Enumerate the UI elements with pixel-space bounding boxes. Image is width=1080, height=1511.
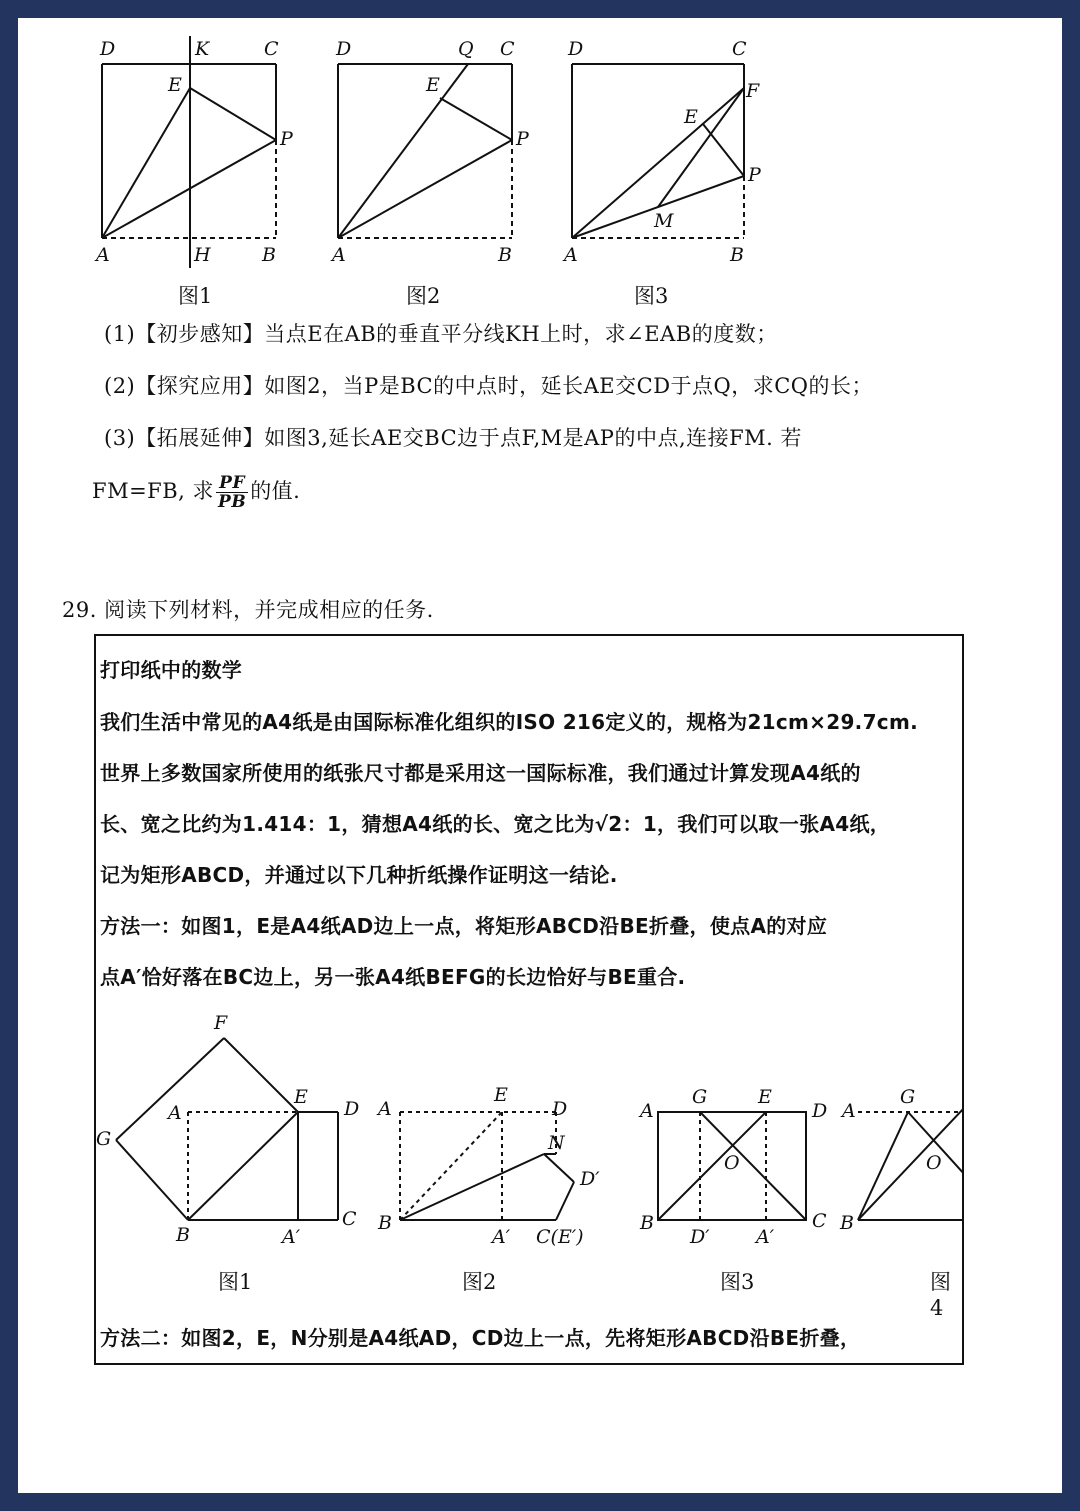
m-fig3-caption: 图3 <box>720 1270 755 1294</box>
question-3: (3)【拓展延伸】如图3,延长AE交BC边于点F,M是AP的中点,连接FM. 若 <box>104 426 803 450</box>
fig1-label-C: C <box>264 38 279 60</box>
m-fig4-caption: 图4 <box>930 1270 951 1320</box>
fig3-label-M: M <box>654 210 674 232</box>
fig3-label-P: P <box>748 164 761 186</box>
fig2-label-E: E <box>426 74 440 96</box>
fig3-label-F: F <box>746 80 760 102</box>
fig1-label-K: K <box>195 38 210 60</box>
m-fig3-label-A: A <box>640 1100 654 1122</box>
fig1-label-A: A <box>96 244 110 266</box>
m-fig1-label-F: F <box>214 1012 228 1034</box>
m-fig2-label-D: D <box>552 1098 568 1120</box>
m-fig2-label-D-prime: D′ <box>580 1168 600 1190</box>
m-fig2-label-A-prime: A′ <box>492 1226 511 1248</box>
question-1: (1)【初步感知】当点E在AB的垂直平分线KH上时，求∠EAB的度数； <box>104 322 778 346</box>
fig2-label-D: D <box>336 38 352 60</box>
m-fig1-label-A-prime: A′ <box>282 1226 301 1248</box>
box-line-7: 方法二：如图2，E，N分别是A4纸AD，CD边上一点，先将矩形ABCD沿BE折叠， <box>100 1326 861 1350</box>
exam-page <box>18 18 1062 1493</box>
fig2-label-P: P <box>516 128 529 150</box>
m-fig2-label-N: N <box>548 1132 565 1154</box>
q3-suffix: 的值. <box>250 479 301 503</box>
m-fig2-label-E: E <box>494 1084 508 1106</box>
m-fig1-label-C: C <box>342 1208 357 1230</box>
box-line-6: 点A′恰好落在BC边上，另一张A4纸BEFG的长边恰好与BE重合. <box>100 965 686 989</box>
fig1-label-P: P <box>280 128 293 150</box>
m-fig3-label-O: O <box>724 1152 740 1174</box>
box-line-1: 我们生活中常见的A4纸是由国际标准化组织的ISO 216定义的，规格为21cm×29.7cm. <box>100 710 918 734</box>
fig1-caption: 图1 <box>178 284 213 308</box>
fig2-label-C: C <box>500 38 515 60</box>
fig1-label-D: D <box>100 38 116 60</box>
fraction-numerator: PF <box>216 474 248 493</box>
m-fig2-label-C-E-prime: C(E′) <box>536 1226 584 1248</box>
m-fig3-label-G: G <box>692 1086 708 1108</box>
fig3-label-B: B <box>730 244 744 266</box>
fraction-denominator: PB <box>218 492 247 512</box>
m-fig1-caption: 图1 <box>218 1270 253 1294</box>
fraction-pf-pb <box>216 474 248 511</box>
fig2-label-Q: Q <box>458 38 474 60</box>
box-line-2: 世界上多数国家所使用的纸张尺寸都是采用这一国际标准，我们通过计算发现A4纸的 <box>100 761 861 785</box>
figure-3-top <box>18 18 1062 318</box>
fig1-label-H: H <box>194 244 211 266</box>
fig1-label-B: B <box>262 244 276 266</box>
box-line-4: 记为矩形ABCD，并通过以下几种折纸操作证明这一结论. <box>100 863 618 887</box>
m-fig1-label-E: E <box>294 1086 308 1108</box>
q3-condition: FM=FB, 求 <box>92 479 215 503</box>
m-fig3-label-D: D <box>812 1100 828 1122</box>
m-fig2-caption: 图2 <box>462 1270 497 1294</box>
m-fig3-label-B: B <box>640 1212 654 1234</box>
m-fig4-label-O: O <box>926 1152 942 1174</box>
fig2-label-A: A <box>332 244 346 266</box>
box-line-5: 方法一：如图1，E是A4纸AD边上一点，将矩形ABCD沿BE折叠，使点A的对应 <box>100 914 828 938</box>
fig3-label-D: D <box>568 38 584 60</box>
reading-material-box <box>94 634 964 1365</box>
fig3-label-A: A <box>564 244 578 266</box>
box-line-3: 长、宽之比约为1.414：1，猜想A4纸的长、宽之比为√2：1，我们可以取一张A4纸， <box>100 812 891 836</box>
m-fig4-label-B: B <box>840 1212 854 1234</box>
m-fig1-label-G: G <box>96 1128 112 1150</box>
m-fig2-label-A: A <box>378 1098 392 1120</box>
question-2: (2)【探究应用】如图2，当P是BC的中点时，延长AE交CD于点Q，求CQ的长； <box>104 374 874 398</box>
m-fig1-label-A: A <box>168 1102 182 1124</box>
m-fig3-label-C: C <box>812 1210 827 1232</box>
fig3-caption: 图3 <box>634 284 669 308</box>
question-3-continuation <box>92 474 300 511</box>
fig2-caption: 图2 <box>406 284 441 308</box>
method-figures <box>96 636 962 1363</box>
m-fig3-label-D-prime: D′ <box>690 1226 710 1248</box>
fig3-label-C: C <box>732 38 747 60</box>
m-fig4-label-G: G <box>900 1086 916 1108</box>
m-fig2-label-B: B <box>378 1212 392 1234</box>
m-fig3-label-E: E <box>758 1086 772 1108</box>
m-fig1-label-D: D <box>344 1098 360 1120</box>
m-fig1-label-B: B <box>176 1224 190 1246</box>
fig2-label-B: B <box>498 244 512 266</box>
fig3-label-E: E <box>684 106 698 128</box>
problem-29-heading: 29. 阅读下列材料，并完成相应的任务. <box>62 598 434 622</box>
m-fig3-label-A-prime: A′ <box>756 1226 775 1248</box>
fig1-label-E: E <box>168 74 182 96</box>
m-fig4-label-A: A <box>842 1100 856 1122</box>
box-title: 打印纸中的数学 <box>100 658 243 682</box>
